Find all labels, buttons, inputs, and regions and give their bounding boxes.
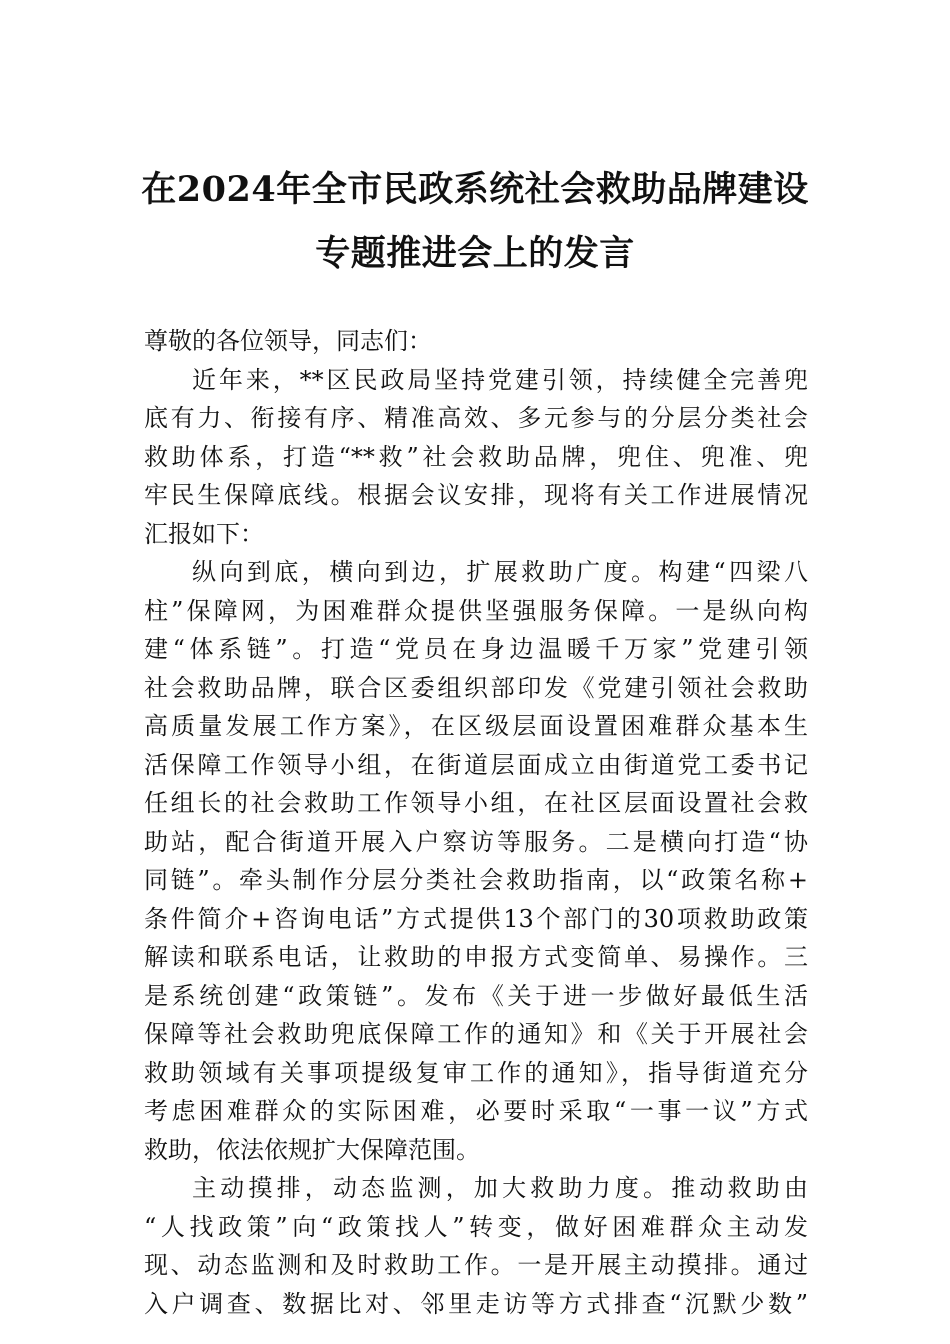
paragraph-line: 主动摸排，动态监测，加大救助力度。推动救助由 <box>192 1174 808 1202</box>
paragraph-1 <box>144 361 808 554</box>
paragraph-line: 是系统创建“政策链”。发布《关于进一步做好最低生活 <box>144 981 808 1010</box>
paragraph-line: 近年来，**区民政局坚持党建引领，持续健全完善兜 <box>192 365 808 394</box>
paragraph-line: 解读和联系电话，让救助的申报方式变简单、易操作。三 <box>144 943 808 971</box>
paragraph-line: 社会救助品牌，联合区委组织部印发《党建引领社会救助 <box>144 673 808 702</box>
title-line-1: 在2024年全市民政系统社会救助品牌建设 <box>141 169 809 210</box>
paragraph-line: 入户调查、数据比对、邻里走访等方式排查“沉默少数” <box>144 1289 808 1318</box>
paragraph-line: 保障等社会救助兜底保障工作的通知》和《关于开展社会 <box>144 1020 808 1048</box>
paragraph-line: 救助领域有关事项提级复审工作的通知》，指导街道充分 <box>144 1058 808 1087</box>
paragraph-line: 同链”。牵头制作分层分类社会救助指南，以“政策名称+ <box>144 866 808 894</box>
paragraph-line: 高质量发展工作方案》，在区级层面设置困难群众基本生 <box>144 712 808 740</box>
paragraph-line: 条件简介+咨询电话”方式提供13个部门的30项救助政策 <box>144 904 808 933</box>
paragraph-3 <box>144 1169 808 1323</box>
paragraph-line: 现、动态监测和及时救助工作。一是开展主动摸排。通过 <box>144 1251 808 1279</box>
paragraph-line: 柱”保障网，为困难群众提供坚强服务保障。一是纵向构 <box>144 596 808 625</box>
paragraph-line: 任组长的社会救助工作领导小组，在社区层面设置社会救 <box>144 789 808 817</box>
paragraph-line: 考虑困难群众的实际困难，必要时采取“一事一议”方式 <box>144 1097 808 1125</box>
paragraph-2 <box>144 553 808 1169</box>
paragraph-line: 汇报如下： <box>144 519 264 548</box>
paragraph-line: 纵向到底，横向到边，扩展救助广度。构建“四梁八 <box>192 558 808 586</box>
document-title <box>100 158 850 286</box>
paragraph-line: “人找政策”向“政策找人”转变，做好困难群众主动发 <box>144 1212 808 1241</box>
paragraph-line: 牢民生保障底线。根据会议安排，现将有关工作进展情况 <box>144 481 808 509</box>
paragraph-line: 救助体系，打造“**救”社会救助品牌，兜住、兜准、兜 <box>144 442 808 471</box>
greeting: 尊敬的各位领导，同志们： <box>144 327 432 355</box>
paragraph-line: 救助，依法依规扩大保障范围。 <box>144 1135 480 1164</box>
paragraph-line: 底有力、衔接有序、精准高效、多元参与的分层分类社会 <box>144 404 808 432</box>
paragraph-line: 助站，配合街道开展入户察访等服务。二是横向打造“协 <box>144 827 808 856</box>
paragraph-line: 建“体系链”。打造“党员在身边温暖千万家”党建引领 <box>144 635 808 663</box>
paragraph-line: 活保障工作领导小组，在街道层面成立由街道党工委书记 <box>144 750 808 779</box>
title-line-2: 专题推进会上的发言 <box>315 233 635 274</box>
document-body <box>144 322 808 1323</box>
